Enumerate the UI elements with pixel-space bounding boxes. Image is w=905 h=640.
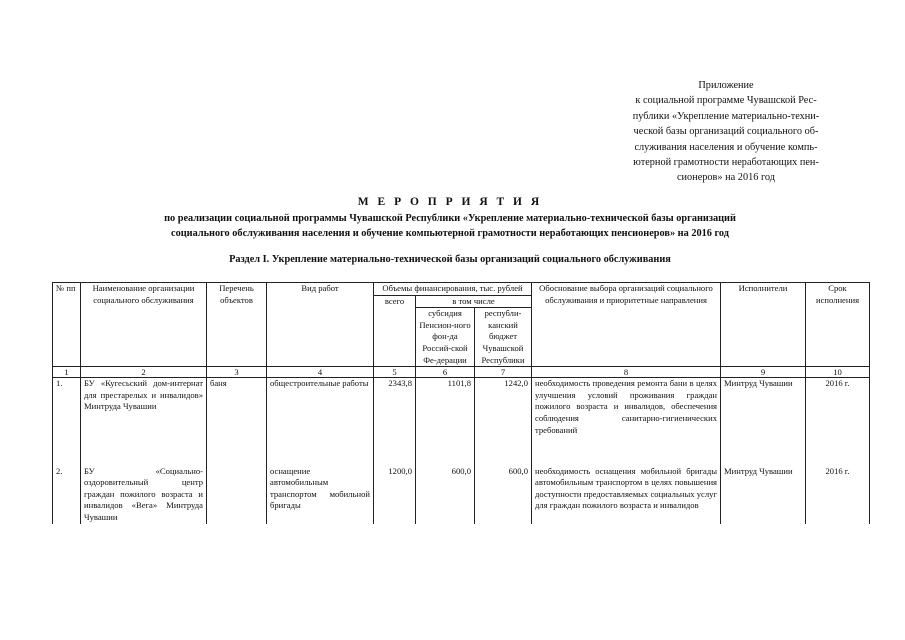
- column-number: 2: [81, 367, 207, 378]
- row-objects: баня: [207, 378, 267, 466]
- header-deadline: Срок исполнения: [806, 283, 870, 367]
- subtitle-line: по реализации социальной программы Чувашской Республики «Укрепление материально-технической базы организаций: [164, 213, 736, 224]
- column-number: 8: [532, 367, 721, 378]
- header-executors: Исполнители: [721, 283, 806, 367]
- appendix-line: ютерной грамотности неработающих пен-: [633, 157, 819, 169]
- row-num: 2.: [53, 466, 81, 524]
- table-row: [53, 378, 870, 466]
- header-name: Наименование организации социального обслуживания: [81, 283, 207, 367]
- header-total: всего: [374, 295, 416, 367]
- row-executors: Минтруд Чувашии: [721, 466, 806, 524]
- column-number: 3: [207, 367, 267, 378]
- column-number: 1: [53, 367, 81, 378]
- header-republic-budget: республи-канский бюджет Чувашской Республики: [475, 308, 532, 367]
- row-deadline: 2016 г.: [806, 466, 870, 524]
- column-number: 6: [416, 367, 475, 378]
- row-republic: 1242,0: [475, 378, 532, 466]
- header-justification: Обоснование выбора организаций социального обслуживания и приоритетные направления: [532, 283, 721, 367]
- subtitle-line: социального обслуживания населения и обучение компьютерной грамотности неработающих пенсионеров» на 2016 год: [171, 228, 729, 239]
- row-name: БУ «Кугесьский дом-интернат для престарелых и инвалидов» Минтруда Чувашии: [81, 378, 207, 466]
- column-number-row: [53, 367, 870, 378]
- row-deadline: 2016 г.: [806, 378, 870, 466]
- section-title: Раздел I. Укрепление материально-технической базы организаций социального обслуживания: [229, 254, 671, 265]
- header-works: Вид работ: [267, 283, 374, 367]
- column-number: 4: [267, 367, 374, 378]
- measures-table: [52, 282, 870, 524]
- row-works: оснащение автомобильным транспортом мобильной бригады: [267, 466, 374, 524]
- row-justification: необходимость проведения ремонта бани в целях улучшения условий проживания граждан пожилого возраста и инвалидов, обеспечения соблюдения санитарно-гигиенических требований: [532, 378, 721, 466]
- column-number: 9: [721, 367, 806, 378]
- appendix-line: Приложение: [698, 80, 754, 91]
- row-justification: необходимость оснащения мобильной бригады автомобильным транспортом в целях повышения доступности предоставляемых социальных услуг для граждан пожилого возраста и инвалидов: [532, 466, 721, 524]
- appendix-line: к социальной программе Чувашской Рес-: [635, 95, 817, 107]
- row-pension: 1101,8: [416, 378, 475, 466]
- row-num: 1.: [53, 378, 81, 466]
- row-executors: Минтруд Чувашии: [721, 378, 806, 466]
- appendix-line: служивания населения и обучение компь-: [634, 141, 818, 153]
- document-subtitle: [40, 211, 860, 241]
- appendix-line: сионеров» на 2016 год: [676, 172, 776, 184]
- row-works: общестроительные работы: [267, 378, 374, 466]
- document-title: М Е Р О П Р И Я Т И Я: [357, 196, 543, 208]
- row-objects: [207, 466, 267, 524]
- table-row: [53, 466, 870, 524]
- row-name: БУ «Социально-оздоровительный центр граждан пожилого возраста и инвалидов «Вега» Минтруда Чувашии: [81, 466, 207, 524]
- appendix-note: [606, 78, 846, 186]
- column-number: 5: [374, 367, 416, 378]
- row-total: 2343,8: [374, 378, 416, 466]
- header-including: в том числе: [416, 295, 532, 308]
- appendix-line: ческой базы организаций социального об-: [633, 126, 819, 138]
- column-number: 10: [806, 367, 870, 378]
- row-pension: 600,0: [416, 466, 475, 524]
- header-num: № пп: [53, 283, 81, 367]
- header-objects: Перечень объектов: [207, 283, 267, 367]
- column-number: 7: [475, 367, 532, 378]
- header-funding: Объемы финансирования, тыс. рублей: [374, 283, 532, 296]
- row-total: 1200,0: [374, 466, 416, 524]
- row-republic: 600,0: [475, 466, 532, 524]
- appendix-line: публики «Укрепление материально-техни-: [632, 110, 820, 122]
- header-pension-fund: субсидия Пенсион-ного фон-да Россий-ской Фе-дерации: [416, 308, 475, 367]
